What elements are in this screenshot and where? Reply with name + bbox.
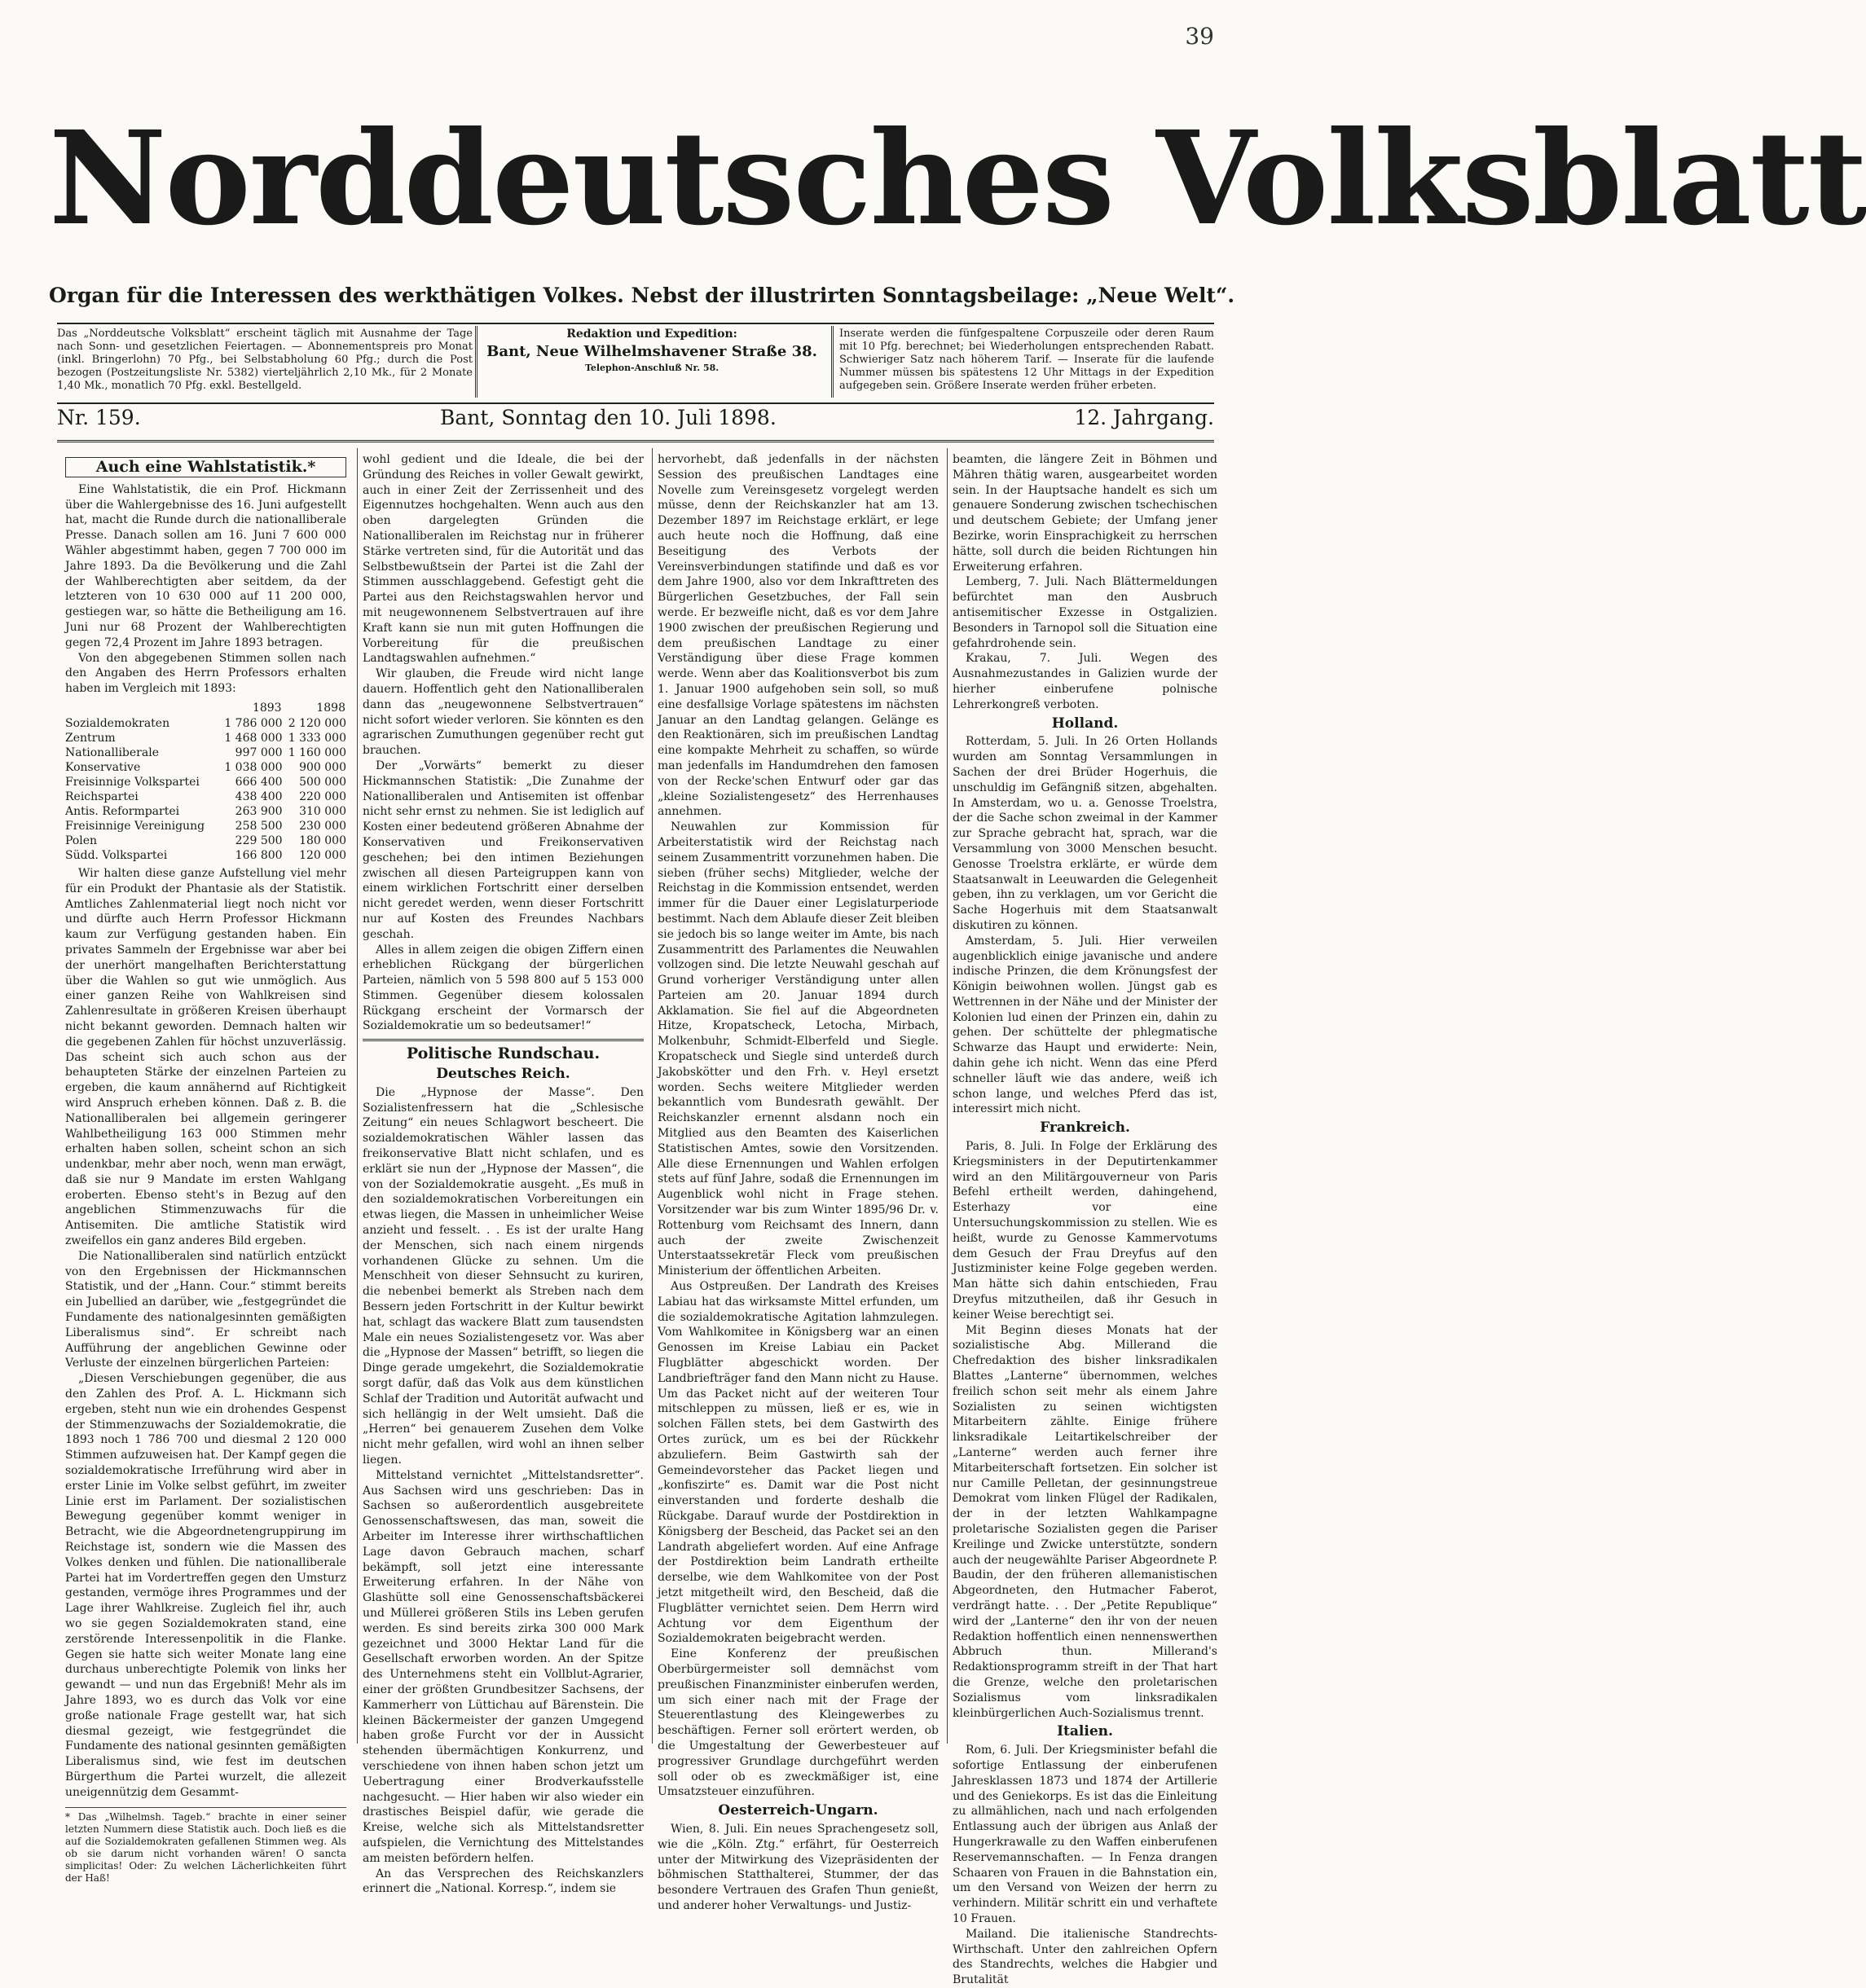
article-paragraph: beamten, die längere Zeit in Böhmen und Mähren thätig waren, ausgearbeitet worden sein. In der Hauptsache handelt es sich um genauere Sonderung zwischen tschechischen und deutschem Gebiete; der Umfang jener Bezirke, worin Einsprachigkeit zu herrschen hätte, soll durch die beiden Richtungen hin Erweiterung erfahren. [953,453,1217,574]
table-header: 1893 [252,701,282,715]
table-row: Südd. Volkspartei 166 800 120 000 [65,848,346,862]
article-paragraph: An das Versprechen des Reichskanzlers erinnert die „National. Korresp.“, indem sie [363,1867,644,1896]
article-paragraph: Rotterdam, 5. Juli. In 26 Orten Hollands wurden am Sonntag Versammlungen in Sachen der drei Brüder Hogerhuis, die unschuldig im Gefängniß sitzen, abgehalten. In Amsterdam, wo u. a. Genosse Troelstra, der die Sache schon zweimal in der Kammer zur Sprache gebracht hat, sprach, war die Versammlung von 3000 Menschen besucht. Genosse Troelstra erklärte, er würde dem Staatsanwalt in Leeuwarden die Gelegenheit geben, ihn zu verklagen, um vor Gericht die Sache Hogerhuis mit dem Staatsanwalt diskutiren zu können. [953,735,1217,932]
masthead: Norddeutsches Volksblatt [49,103,1866,254]
page-number: 39 [1185,23,1214,50]
article-paragraph: hervorhebt, daß jedenfalls in der nächsten Session des preußischen Landtages eine Novelle zum Vereinsgesetz vorgelegt werden müsse, denn der Reichskanzler hat am 13. Dezember 1897 im Reichstage erklärt, er lege auch heute noch die Hoffnung, daß eine Beseitigung des Verbots der Vereinsverbindungen statifinde und daß es vor dem Jahre 1900, also vor dem Inkrafttreten des Bürgerlichen Gesetzbuches, der Fall sein werde. Er bezweifle nicht, daß es vor dem Jahre 1900 zwischen der preußischen Regierung und dem preußischen Landtage zu einer Verständigung über diese Frage kommen werde. Wenn aber das Koalitionsverbot bis zum 1. Januar 1900 aufgehoben sein soll, so muß eine desfallsige Vorlage spätestens im nächsten Januar an den Landtag gelangen. Gelänge es den Reaktionären, sich im preußischen Landtag eine kompakte Mehrheit zu schaffen, so würde man jedenfalls im Handumdrehen den famosen von der Recke'schen Entwurf oder gar das „kleine Sozialistengesetz“ des Herrenhauses annehmen. [658,453,939,819]
table-row: Freisinnige Vereinigung 258 500 230 000 [65,819,346,833]
article-paragraph: Mit Beginn dieses Monats hat der sozialistische Abg. Millerand die Chefredaktion des bisher linksradikalen Blattes „Lanterne“ übernommen, welches freilich schon seit mehr als einem Jahre Sozialisten zu seinen wichtigsten Mitarbeitern zählte. Einige frühere linksradikale Leitartikelschreiber der „Lanterne“ werden auch ferner ihre Mitarbeiterschaft fortsetzen. Ein solcher ist nur Camille Pelletan, der gesinnungstreue Demokrat vom linken Flügel der Radikalen, der in der letzten Wahlkampagne proletarische Sozialisten gegen die Pariser Kreilinge und Zwicke unterstützte, sondern auch der neugewählte Pariser Abgeordnete P. Baudin, der den früheren allemanistischen Abgeordneten, den Hutmacher Faberot, verdrängt hatte. . . Der „Petite Republique“ wird der „Lanterne“ den ihr von der neuen Redaktion hoffentlich einen nennenswerthen Abbruch thun. Millerand's Redaktionsprogramm streift in der That hart die Grenze, welche den proletarischen Sozialismus vom linksradikalen kleinbürgerlichen Auch-Sozialismus trennt. [953,1323,1217,1720]
column-divider [652,448,653,1744]
subscription-info: Das „Norddeutsche Volksblatt“ erscheint täglich mit Ausnahme der Tage nach Sonn- und gesetzlichen Feiertagen. — Abonnementspreis pro Monat (inkl. Bringerlohn) 70 Pfg., bei Selbstabholung 60 Pfg.; durch die Post bezogen (Postzeitungsliste Nr. 5382) vierteljährlich 2,10 Mk., für 2 Monate 1,40 Mk., monatlich 70 Pfg. exkl. Bestellgeld. [57,328,473,392]
article-paragraph: Krakau, 7. Juli. Wegen des Ausnahmezustandes in Galizien wurde der hierher einberufene polnische Lehrerkongreß verboten. [953,652,1217,711]
article-paragraph: Die Nationalliberalen sind natürlich entzückt von den Ergebnissen der Hickmannschen Statistik, und der „Hann. Cour.“ stimmt bereits ein Jubellied an darüber, wie „festgegründet die Fundamente des nationalgesinnten gemäßigten Liberalismus sind“. Er schreibt nach Aufführung der angeblichen Gewinne oder Verluste der einzelnen bürgerlichen Parteien: [65,1249,346,1370]
section-subtitle: Deutsches Reich. [436,1066,570,1083]
section-title: Politische Rundschau. [363,1039,644,1062]
article-paragraph: Eine Konferenz der preußischen Oberbürgermeister soll demnächst vom preußischen Finanzminister einberufen werden, um sich einer nach mit der Frage der Steuerentlastung des Kleingewerbes zu beschäftigen. Ferner soll erörtert werden, ob die Umgestaltung der Gewerbesteuer auf progressiver Grundlage durchgeführt werden soll oder ob es zweckmäßiger ist, eine Umsatzsteuer einzuführen. [658,1647,939,1799]
article-paragraph: Wir halten diese ganze Aufstellung viel mehr für ein Produkt der Phantasie als der Statistik. Amtliches Zahlenmaterial liegt noch nicht vor und dürfte auch Herrn Professor Hickmann kaum zur Verfügung gestanden haben. Ein privates Sammeln der Ergebnisse war aber bei der unerhört mangelhaften Berichterstattung über die Wahlen so gut wie unmöglich. Aus einer ganzen Reihe von Wahlkreisen sind Zahlenresultate in größeren Kreisen überhaupt nicht bekannt geworden. Demnach halten wir die gegebenen Zahlen für höchst unzuverlässig. Das scheint sich auch schon aus der behaupteten Stärke der einzelnen Parteien zu ergeben, die kaum annähernd auf Richtigkeit wird Anspruch erheben können. Daß z. B. die Nationalliberalen bei allgemein geringerer Wahlbetheiligung 163 000 Stimmen mehr erhalten haben sollen, scheint schon an sich undenkbar, mehr aber noch, wenn man erwägt, daß sie nur 9 Mandate im ersten Wahlgang eroberten. Ebenso steht's in Bezug auf den angeblichen Stimmenzuwachs für die Antisemiten. Die amtliche Statistik wird zweifellos ein ganz anderes Bild ergeben. [65,866,346,1248]
article-title: Auch eine Wahlstatistik.* [65,457,346,477]
advertising-info: Inserate werden die fünfgespaltene Corpuszeile oder deren Raum mit 10 Pfg. berechnet; bei Wiederholungen entsprechenden Rabatt. Schwieriger Satz nach höherem Tarif. — Inserate für die laufende Nummer müssen bis spätestens 12 Uhr Mittags in der Expedition aufgegeben sein. Größere Inserate werden früher erbeten. [839,328,1214,392]
table-row: Nationalliberale 997 000 1 160 000 [65,746,346,759]
info-divider [831,326,834,398]
issue-rule [57,440,1214,442]
article-paragraph: Wien, 8. Juli. Ein neues Sprachengesetz soll, wie die „Köln. Ztg.“ erfährt, für Oesterreich unter der Mitwirkung des Vizepräsidenten der böhmischen Statthalterei, Stummer, der das besondere Vertrauen des Grafen Thun genießt, und anderer hoher Verwaltungs- und Justiz- [658,1822,939,1912]
column-4 [953,452,1217,1987]
column-1 [65,452,346,1884]
footnote: * Das „Wilhelmsh. Tageb.“ brachte in einer seiner letzten Nummern diese Statistik auch. Doch ließ es die auf die Sozialdemokraten gefallenen Stimmen weg. Als ob sie darum nicht vorhanden wären! O sancta simplicitas! Oder: Zu welchen Lächerlichkeiten führt der Haß! [65,1807,346,1885]
editorial-title: Redaktion und Expedition: [566,328,737,341]
table-row: Reichspartei 438 400 220 000 [65,789,346,803]
article-paragraph: Mailand. Die italienische Standrechts-Wirthschaft. Unter den zahlreichen Opfern des Standrechts, welches die Habgier und Brutalität [953,1927,1217,1987]
article-paragraph: Wir glauben, die Freude wird nicht lange dauern. Hoffentlich geht den Nationalliberalen dann das „neugewonnene Selbstvertrauen“ nicht sofort wieder verloren. Sie könnten es den agrarischen Zumuthungen gegenüber recht gut brauchen. [363,667,644,758]
table-row: Freisinnige Volkspartei 666 400 500 000 [65,775,346,789]
article-paragraph: Neuwahlen zur Kommission für Arbeiterstatistik wird der Reichstag nach seinem Zusammentritt vorzunehmen haben. Die sieben (früher sechs) Mitglieder, welche der Reichstag in die Kommission entsendet, werden immer für die Dauer einer Legislaturperiode bestimmt. Nach dem Ablaufe dieser Zeit bleiben sie jedoch bis so lange weiter im Amte, bis nach Zusammentritt des Parlamentes die Neuwahlen vollzogen sind. Die letzte Neuwahl geschah auf Grund vorheriger Verständigung unter allen Parteien am 20. Januar 1894 durch Akklamation. Sie fiel auf die Abgeordneten Hitze, Kropatscheck, Letocha, Mirbach, Molkenbuhr, Schmidt-Elberfeld und Siegle. Kropatscheck und Siegle sind unterdeß durch Jakobskötter und den Frh. v. Heyl ersetzt worden. Sechs weitere Mitglieder werden bekanntlich vom Bundesrath gewählt. Der Reichskanzler ernennt alsdann noch ein Mitglied aus den Beamten des Kaiserlichen Statistischen Amtes, sowie den Vorsitzenden. Alle diese Ernennungen und Wahlen erfolgen stets auf fünf Jahre, sodaß die Ernennungen im Augenblick wohl nicht in Frage stehen. Vorsitzender war bis zum Winter 1895/96 Dr. v. Rottenburg vom Reichsamt des Innern, dann auch der zweite Zwischenzeit Unterstaatssekretär Fleck vom preußischen Ministerium der öffentlichen Arbeiten. [658,820,939,1278]
issue-year: 12. Jahrgang. [1074,406,1214,429]
article-paragraph: Von den abgegebenen Stimmen sollen nach den Angaben des Herrn Professors erhalten haben im Vergleich mit 1893: [65,651,346,696]
subtitle: Organ für die Interessen des werkthätigen Volkes. Nebst der illustrirten Sonntagsbeilage: „Neue Welt“. [49,284,1235,307]
newspaper-page [24,16,1866,1987]
article-paragraph: Amsterdam, 5. Juli. Hier verweilen augenblicklich einige javanische und andere indische Prinzen, die dem Krönungsfest der Königin beiwohnen wollen. Jüngst gab es Wettrennen in der Nähe und der Minister der Kolonien lud einen der Prinzen ein, dahin zu gehen. Der schüttelte der phlegmatische Schwarze das Haupt und erwiderte: Nein, dahin gehe ich nicht. Wenn das eine Pferd schneller läuft wie das andere, weiß ich schon lange, und welches Pferd das ist, interessirt mich nicht. [953,934,1217,1116]
column-divider [357,448,358,1744]
article-paragraph: Aus Ostpreußen. Der Landrath des Kreises Labiau hat das wirksamste Mittel erfunden, um die sozialdemokratische Agitation lahmzulegen. Vom Wahlkomitee in Königsberg war an einen Genossen im Kreise Labiau ein Packet Flugblätter abgeschickt worden. Der Landbriefträger fand den Mann nicht zu Hause. Um das Packet nicht auf der weiteren Tour mitschleppen zu müssen, ließ er es, wie in solchen Fällen stets, bei dem Gastwirth des Ortes zurück, um es bei der Rückkehr abzuliefern. Beim Gastwirth sah der Gemeindevorsteher das Packet liegen und „konfiszirte“ es. Damit war die Post nicht einverstanden und forderte deshalb die Rückgabe. Darauf wurde der Postdirektion in Königsberg der Bescheid, das Packet sei an den Landrath abgeliefert worden. Auf eine Anfrage der Postdirektion beim Landrath ertheilte derselbe, wie dem Wahlkomitee von der Post jetzt mitgetheilt wird, den Bescheid, daß die Flugblätter vernichtet seien. Dem Herrn wird Achtung vor dem Eigenthum der Sozialdemokraten beigebracht werden. [658,1280,939,1646]
section-subtitle: Oesterreich-Ungarn. [718,1802,878,1819]
article-paragraph: Der „Vorwärts“ bemerkt zu dieser Hickmannschen Statistik: „Die Zunahme der Nationalliberalen und Antisemiten ist offenbar nicht sehr ernst zu nehmen. Sie ist lediglich auf Kosten einer bedeutend größeren Abnahme der Konservativen und Freikonservativen geschehen; bei den intimen Beziehungen zwischen all diesen Parteigruppen kann von einem wirklichen Fortschritt einer derselben nicht geredet werden, wenn dieser Fortschritt nur auf Kosten des Freundes Nachbars geschah. [363,759,644,941]
article-paragraph: Eine Wahlstatistik, die ein Prof. Hickmann über die Wahlergebnisse des 16. Juni aufgestellt hat, macht die Runde durch die nationalliberale Presse. Danach sollen am 16. Juni 7 600 000 Wähler abgestimmt haben, gegen 7 700 000 im Jahre 1893. Da die Bevölkerung und die Zahl der Wahlberechtigten aber seitdem, da der letzteren von 10 630 000 auf 11 200 000, gestiegen war, so hätte die Betheiligung am 16. Juni nur 68 Prozent der Wahlberechtigten gegen 72,4 Prozent im Jahre 1893 betragen. [65,482,346,649]
article-paragraph: Alles in allem zeigen die obigen Ziffern einen erheblichen Rückgang der bürgerlichen Parteien, nämlich von 5 598 800 auf 5 153 000 Stimmen. Gegenüber diesem kolossalen Rückgang erscheint der Vormarsch der Sozialdemokratie um so bedeutsamer!“ [363,943,644,1033]
column-2 [363,452,644,1896]
article-paragraph: Lemberg, 7. Juli. Nach Blättermeldungen befürchtet man den Ausbruch antisemitischer Exzesse in Ostgalizien. Besonders in Tarnopol soll die Situation eine gefahrdrohende sein. [953,575,1217,650]
editorial-address: Bant, Neue Wilhelmshavener Straße 38. [486,343,817,360]
article-paragraph: wohl gedient und die Ideale, die bei der Gründung des Reiches in voller Gewalt gewirkt, auch in einer Zeit der Zerrissenheit und des Eigennutzes hochgehalten. Wenn auch aus den oben dargelegten Gründen die Nationalliberalen im Reichstag nur in früherer Stärke vertreten sind, für die Autorität und das Selbstbewußtsein der Partei ist die Zahl der Stimmen ausschlaggebend. Gefestigt geht die Partei aus den Reichstagswahlen hervor und mit neugewonnenem Selbstvertrauen auf ihre Kraft kann sie nun mit guten Hoffnungen die Vorbereitung für die preußischen Landtagswahlen aufnehmen.“ [363,453,644,666]
election-table [65,700,346,863]
article-paragraph: Paris, 8. Juli. In Folge der Erklärung des Kriegsministers in der Deputirtenkammer wird an den Militärgouverneur von Paris Befehl ertheilt werden, dahingehend, Esterhazy vor eine Untersuchungskommission zu stellen. Wie es heißt, wurde zu Genosse Kammervotums dem Gesuch der Frau Dreyfus auf den Justizminister keine Folge gegeben werden. Man hätte sich dahin entschieden, Frau Dreyfus mitzutheilen, daß ihr Gesuch in keiner Weise berechtigt sei. [953,1140,1217,1322]
issue-date: Bant, Sonntag den 10. Juli 1898. [440,406,777,429]
article-paragraph: Die „Hypnose der Masse“. Den Sozialistenfressern hat die „Schlesische Zeitung“ ein neues Schlagwort bescheert. Die sozialdemokratischen Wähler lassen das freikonservative Blatt nicht schlafen, und es erklärt sie nun der „Hypnose der Massen“, die von der Sozialdemokratie ausgeht. „Es muß in den sozialdemokratischen Vorbereitungen ein etwas liegen, die Massen in unheimlicher Weise anzieht und fesselt. . . Es ist der uralte Hang der Menschen, sich nach einem nirgends vorhandenen Glücke zu sehnen. Um die Menschheit von dieser Sehnsucht zu kuriren, die nebenbei bemerkt als Streben nach dem Bessern jeden Fortschritt in der Kultur bewirkt hat, schlagt das wackere Blatt zum tausendsten Male ein neues Sozialistengesetz vor. Was aber die „Hypnose der Massen“ betrifft, so liegen die Dinge gerade umgekehrt, die Sozialdemokratie sorgt dafür, daß das Volk aus dem künstlichen Schlaf der Tradition und Autorität aufwacht und sich hellängig in der Welt umsieht. Daß die „Herren“ bei genauerem Zusehen dem Volke nicht mehr gefallen, wird wohl an ihnen selber liegen. [363,1085,644,1467]
table-row: Polen 229 500 180 000 [65,833,346,847]
section-subtitle: Holland. [1051,715,1119,732]
issue-line [57,406,1214,438]
info-divider [475,326,478,398]
table-header: 1898 [316,701,345,715]
table-header-row [65,700,346,716]
table-row: Sozialdemokraten 1 786 000 2 120 000 [65,716,346,730]
article-paragraph: Rom, 6. Juli. Der Kriegsminister befahl die sofortige Entlassung der einberufenen Jahresklassen 1873 und 1874 der Artillerie und des Geniekorps. Es ist das die Einleitung zu allmählichen, nach und nach erfolgenden Entlassung auch der übrigen aus Anlaß der Hungerkrawalle zu den Waffen einberufenen Reservemannschaften. — In Fenza drangen Schaaren von Frauen in die Bahnstation ein, um den Versand von Weizen der herrn zu verhindern. Militär schritt ein und verhaftete 10 Frauen. [953,1744,1217,1925]
table-row: Zentrum 1 468 000 1 333 000 [65,731,346,745]
section-subtitle: Frankreich. [1040,1119,1130,1137]
editorial-phone: Telephon-Anschluß Nr. 58. [584,363,720,373]
article-paragraph: Mittelstand vernichtet „Mittelstandsretter“. Aus Sachsen wird uns geschrieben: Das in Sachsen so außerordentlich ausgebreitete Genossenschaftswesen, das man, soweit die Arbeiter im Interesse ihrer wirthschaftlichen Lage davon Gebrauch machen, scharf bekämpft, soll jetzt eine interessante Erweiterung erfahren. In der Nähe von Glashütte soll eine Genossenschaftsbäckerei und Müllerei größeren Stils ins Leben gerufen werden. Es sind bereits zirka 300 000 Mark gezeichnet und 3000 Hektar Land für die Gesellschaft erworben worden. An der Spitze des Unternehmens steht ein Vollblut-Agrarier, einer der größten Grundbesitzer Sachsens, der Kammerherr von Lüttichau auf Bärenstein. Die kleinen Bäckermeister der ganzen Umgegend haben große Furcht vor der in Aussicht stehenden übermächtigen Konkurrenz, und verschiedene von ihnen haben schon jetzt um Uebertragung einer Brodverkaufsstelle nachgesucht. — Hier haben wir also wieder ein drastisches Beispiel dafür, wie gerade die Kreise, welche sich als Mittelstandsretter aufspielen, die Vernichtung des Mittelstandes am meisten befördern helfen. [363,1468,644,1865]
issue-number: Nr. 159. [57,406,141,429]
column-divider [947,448,948,1744]
article-paragraph: „Diesen Verschiebungen gegenüber, die aus den Zahlen des Prof. A. L. Hickmann sich ergeben, steht nun wie ein drohendes Gespenst der Stimmenzuwachs der Sozialdemokratie, die 1893 noch 1 786 700 und diesmal 2 120 000 Stimmen aufzuweisen hat. Der Kampf gegen die sozialdemokratische Irreführung wird aber in erster Linie im Volke selbst geführt, im zweiter Linie erst im Parlament. Der sozialistischen Bewegung gegenüber kommt weniger in Betracht, wie die Abgeordnetengruppirung im Reichstage ist, sondern wie die Massen des Volkes denken und fühlen. Die nationalliberale Partei hat im Vordertreffen gegen den Umsturz gestanden, vermöge ihres Programmes und der Lage ihrer Wahlkreise. Zugleich fiel ihr, auch wo sie gegen Sozialdemokraten stand, eine zerstörende Interessenpolitik in die Flanke. Gegen sie hatte sich weiter Monate lang eine durchaus unberechtigte Polemik von links her gewandt — und nun das Ergebniß! Mehr als im Jahre 1893, wo es durch das Volk vor eine große nationale Frage gestellt war, hat sich diesmal gezeigt, wie festgegründet die Fundamente des national gesinnten gemäßigten Liberalismus sind, wie fest im deutschen Bürgerthum die Partei wurzelt, die allezeit uneigennützig dem Gesammt- [65,1372,346,1799]
section-subtitle: Italien. [1057,1723,1113,1740]
column-3 [658,452,939,1912]
table-row: Konservative 1 038 000 900 000 [65,760,346,774]
table-row: Antis. Reformpartei 263 900 310 000 [65,804,346,818]
editorial-info [481,328,823,375]
